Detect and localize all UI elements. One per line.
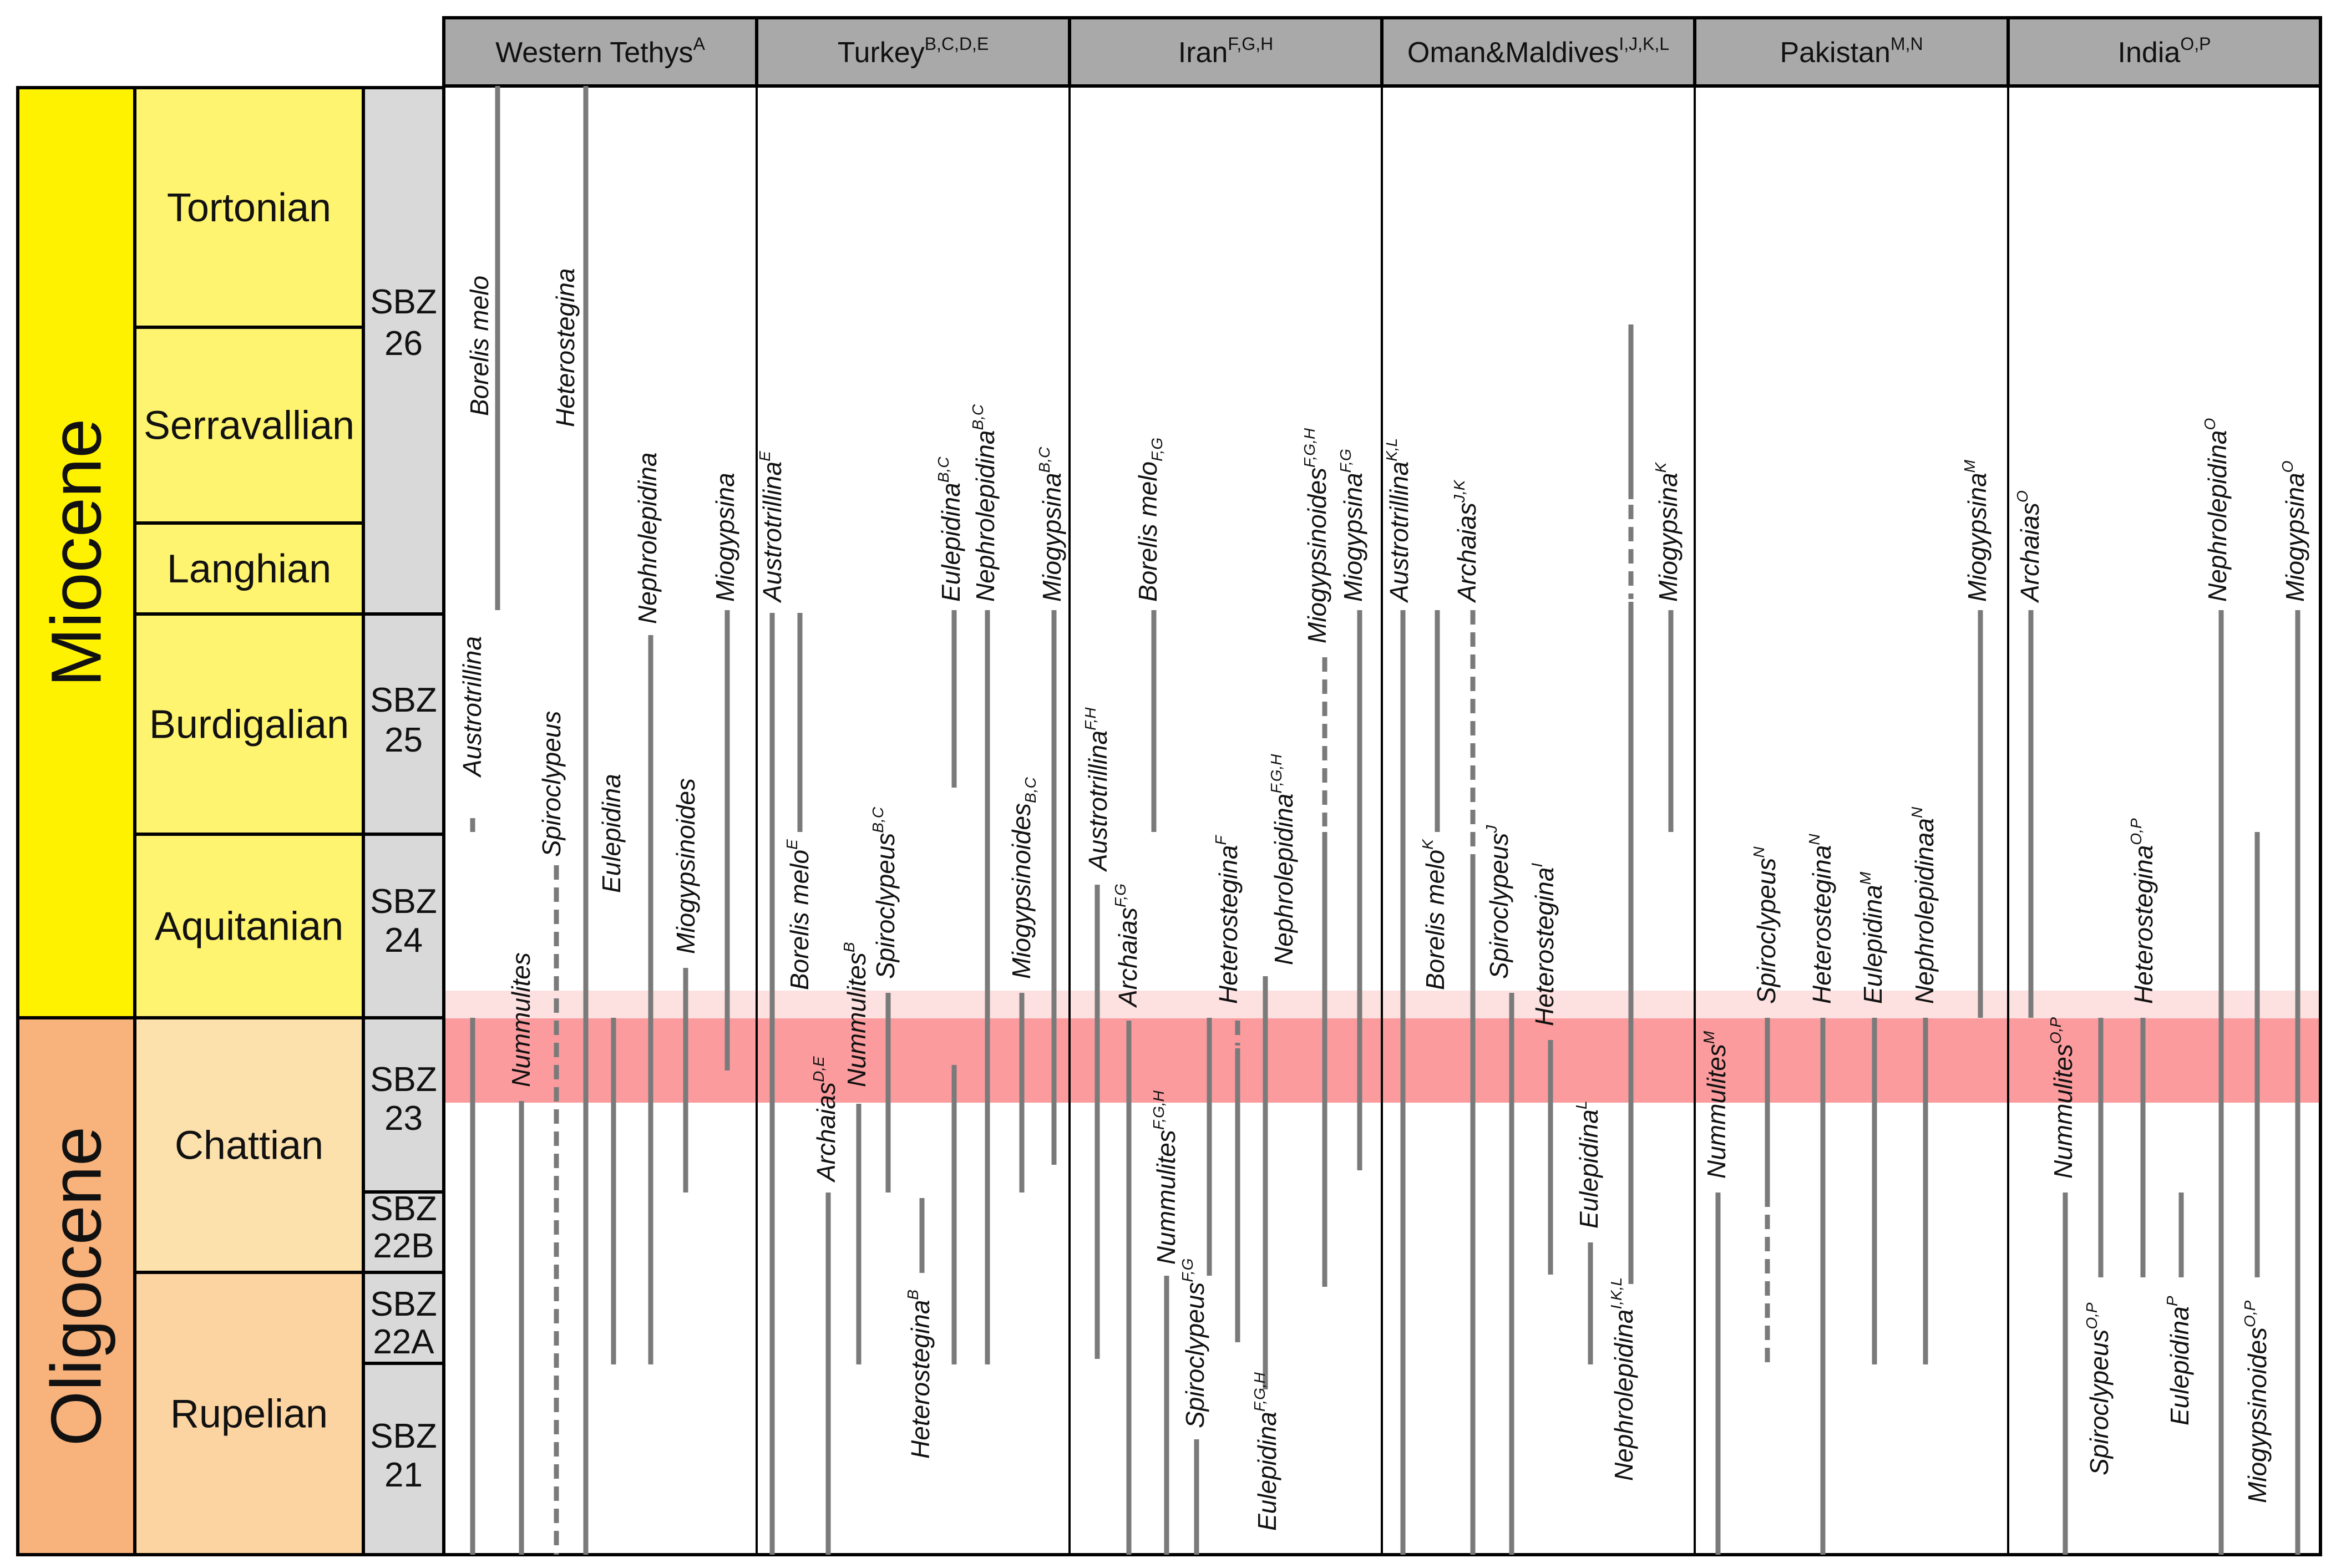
taxon-label: Spiroclypeus$^N$ [1750, 846, 1781, 1004]
taxon-label: Eulepidina$^P$ [2163, 1296, 2194, 1425]
taxon-label: Borelis melo$^E$ [783, 839, 814, 990]
taxon-label: Miogypsinoides [671, 778, 700, 954]
taxon-label: Nummulites [506, 952, 535, 1087]
zone-label: 22A [373, 1323, 434, 1361]
epoch-label: Miocene [37, 418, 116, 687]
taxon-label: Austrotrillina$^{F,H}$ [1082, 707, 1112, 871]
taxon-label: Eulepidina [597, 774, 626, 893]
taxon-label: Heterostegina$^{O,P}$ [2127, 818, 2158, 1004]
taxon-label: Austrotrillina [458, 636, 487, 777]
region-header-label: Turkey$^{B,C,D,E}$ [837, 34, 989, 69]
taxon-label: Spiroclypeus$^{O,P}$ [2083, 1302, 2114, 1475]
stage-label: Serravallian [143, 403, 355, 448]
zone-label: 24 [384, 921, 423, 960]
taxon-label: Nummulites$^{O,P}$ [2047, 1017, 2077, 1179]
taxon-label: Nephrolepidina$^{B,C}$ [969, 404, 1000, 602]
taxon-label: Heterostegina$^B$ [904, 1289, 935, 1459]
stage-label: Tortonian [166, 186, 332, 230]
taxon-label: Spiroclypeus$^{F,G}$ [1179, 1258, 1209, 1428]
taxon-label: Spiroclypeus$^{B,C}$ [869, 806, 900, 979]
taxon-label: Nephrolepidina$^{I,K,L}$ [1608, 1277, 1638, 1481]
taxon-label: Heterostegina$^F$ [1212, 835, 1243, 1004]
region-header-label: India$^{O,P}$ [2117, 34, 2211, 69]
taxon-label: Eulepidina$^{F,G,H}$ [1251, 1372, 1281, 1531]
taxon-label: Spiroclypeus [537, 711, 566, 857]
taxon-label: Archaias$^O$ [2014, 490, 2044, 602]
taxon-label: Miogypsina$^{F,G}$ [1337, 449, 1367, 602]
epoch-label: Oligocene [37, 1126, 116, 1447]
region-header-label: Western Tethys$^A$ [495, 34, 705, 69]
zone-label: SBZ [370, 882, 437, 921]
stage-label: Rupelian [170, 1392, 328, 1437]
zone-label: SBZ [370, 681, 437, 719]
taxon-label: Borelis melo$^K$ [1419, 839, 1450, 990]
taxon-label: Miogypsina [711, 473, 739, 602]
taxon-label: Nummulites$^B$ [840, 942, 871, 1087]
taxon-label: Heterostegina$^N$ [1806, 834, 1836, 1004]
taxon-label: Eulepidina$^L$ [1573, 1100, 1603, 1229]
zone-label: SBZ [370, 283, 437, 321]
taxon-label: Miogypsina$^O$ [2279, 460, 2309, 602]
taxon-label: Miogypsinoides$^{F,G,H}$ [1301, 428, 1331, 643]
taxon-label: Nummulites$^{F,G,H}$ [1150, 1090, 1180, 1265]
taxon-label: Nephrolepidina$^O$ [2201, 418, 2232, 602]
taxon-label: Austrotrillina$^E$ [756, 451, 787, 602]
zone-label: SBZ [370, 1285, 437, 1323]
stage-label: Chattian [174, 1123, 324, 1168]
stage-label: Aquitanian [154, 904, 344, 949]
taxon-label: Heterostegina [551, 268, 580, 427]
zone-label: SBZ [370, 1190, 437, 1228]
zone-label: 22B [373, 1227, 434, 1265]
taxon-label: Austrotrillina$^{K,L}$ [1383, 438, 1413, 602]
taxon-label: Archaias$^{J,K}$ [1451, 480, 1481, 602]
zone-label: SBZ [370, 1417, 437, 1455]
taxon-label: Eulepidina$^M$ [1857, 871, 1887, 1004]
taxon-label: Miogypsinoides$^{O,P}$ [2241, 1300, 2272, 1503]
taxon-label: Heterostegina$^I$ [1528, 862, 1559, 1026]
taxon-label: Eulepidina$^{B,C}$ [935, 456, 965, 602]
region-header-label: Oman&Maldives$^{I,J,K,L}$ [1407, 34, 1670, 69]
taxon-label: Nephrolepidina [633, 452, 662, 624]
zone-label: 25 [384, 721, 423, 759]
taxon-label: Archaias$^{F,G}$ [1112, 883, 1142, 1007]
taxon-label: Nephrolepidinaa$^N$ [1908, 806, 1939, 1004]
taxon-label: Nummulites$^M$ [1700, 1031, 1731, 1179]
zone-label: 23 [384, 1099, 423, 1138]
taxon-label: Archaias$^{D,E}$ [810, 1056, 840, 1181]
taxon-label: Miogypsinoides$_{B,C}$ [1007, 777, 1039, 979]
taxon-label: Miogypsina$^{B,C}$ [1036, 446, 1066, 602]
taxon-label: Spiroclypeus$^J$ [1483, 825, 1513, 979]
zone-label: 26 [384, 324, 423, 363]
taxon-label: Nephrolepidina$^{F,G,H}$ [1268, 754, 1298, 965]
zone-label: 21 [384, 1456, 423, 1494]
taxon-label: Borelis melo [465, 275, 494, 416]
taxon-label: Borelis melo$_{F,G}$ [1133, 437, 1166, 602]
zone-label: SBZ [370, 1060, 437, 1099]
region-header-label: Iran$^{F,G,H}$ [1178, 34, 1274, 69]
stage-label: Langhian [166, 547, 332, 591]
taxon-label: Miogypsina$^M$ [1961, 459, 1992, 602]
stage-label: Burdigalian [149, 702, 349, 747]
region-header-label: Pakistan$^{M,N}$ [1780, 34, 1923, 69]
taxon-label: Miogypsina$^K$ [1652, 462, 1683, 602]
